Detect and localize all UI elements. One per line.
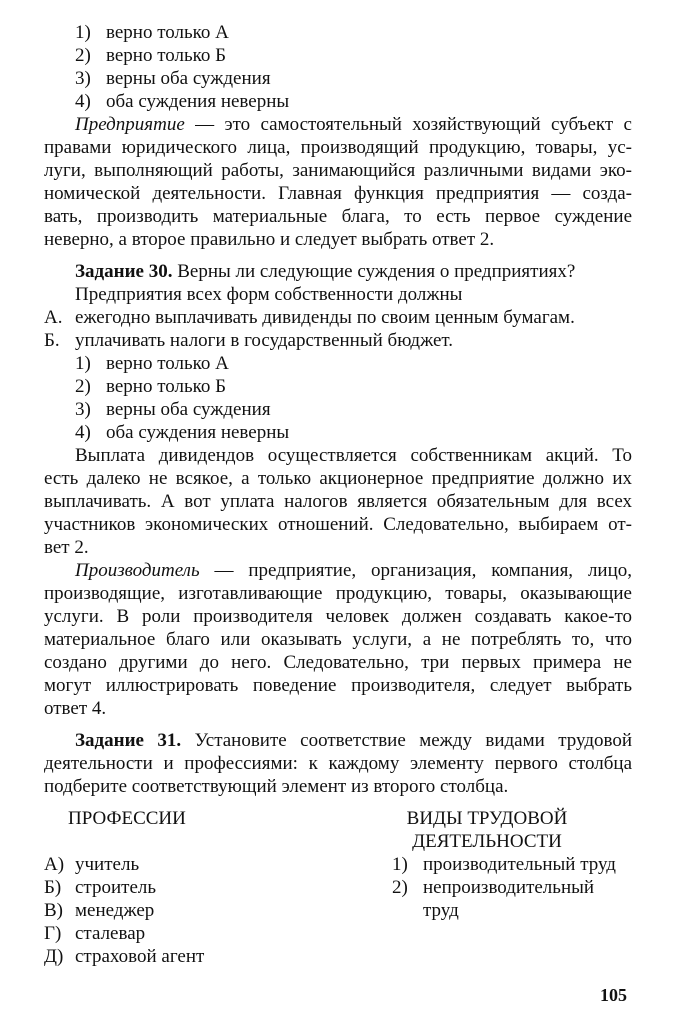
list-item: 2) непроизводительный [392,877,595,898]
term: Производитель [75,560,200,581]
statement-b: Б. уплачивать налоги в государственный бюджет. [44,330,454,351]
task-30: Задание 30. Верны ли следующие суждения о предприятиях? Предприятия всех форм собственности должны А. ежегодно выплачивать дивиденды по своим ценным бумагам. Б. уплачивать налоги в государственный бюджет. 1) верно только А 2) верно только Б 3) верны оба суждения 4) оба суждения неверны Выплата дивидендов осуществляется собственникам акций. То есть далеко не всякое, а только акционерное предприятие должно их выплачивать. А вот уплата налогов является обязательным для всех участников экономических отношений. Следовательно, выбираем от- вет 2. [44,261,632,558]
column-header: ПРОФЕССИИ [68,808,186,829]
matching-table [44,807,632,967]
list-item: Б) строитель [44,877,157,898]
task-label: Задание 31. [75,730,182,751]
explanation-producer: Производитель — предприятие, организация, компания, лицо, производящие, изготавливающие продукцию, товары, оказывающие услуги. В роли производителя человек должен создавать какое-то материальное благо или оказывать услуги, а не потреблять то, что создано другими до него. Следовательно, три первых примера не могут иллюстрировать поведение производителя, следует выбрать ответ 4. [44,560,633,719]
option-3: 3) верны оба суждения [75,68,271,89]
column-header: ВИДЫ ТРУДОВОЙ [406,808,568,829]
professions-column [44,807,344,968]
option-1: 1) верно только А [75,22,229,43]
labor-types-column: ВИДЫ ТРУДОВОЙ ДЕЯТЕЛЬНОСТИ 1) производительный труд 2) непроизводительный труд [392,807,652,922]
statement-a: А. ежегодно выплачивать дивиденды по своим ценным бумагам. [44,307,575,328]
page-number: 105 [600,985,627,1005]
option-2: 2) верно только Б [75,45,227,66]
list-item: Д) страховой агент [44,946,205,967]
column-header: ДЕЯТЕЛЬНОСТИ [412,831,562,852]
list-item: В) менеджер [44,900,155,921]
task-label: Задание 30. [75,261,173,282]
term: Предприятие [75,114,185,135]
list-item: Г) сталевар [44,923,146,944]
option-1: 1) верно только А [75,353,229,374]
option-3: 3) верны оба суждения [75,399,271,420]
document-page [44,21,633,967]
list-item: А) учитель [44,854,140,875]
list-item: 1) производительный труд [392,854,616,875]
option-4: 4) оба суждения неверны [75,91,290,112]
option-2: 2) верно только Б [75,376,227,397]
option-4: 4) оба суждения неверны [75,422,290,443]
task-31: Задание 31. Установите соответствие между видами трудовой деятельности и профессиями: к каждому элементу первого столбца подберите соответствующий элемент из второго столбца. ПРОФЕССИИ А) учитель Б) строитель В) менеджер Г) сталевар Д) страховой агент ВИДЫ ТРУДОВОЙ ДЕЯТЕЛЬНОСТИ 1) производительный труд 2) непроизводительный труд [44,729,632,957]
explanation-enterprise: Предприятие — это самостоятельный хозяйствующий субъект с правами юридического лица, производящий продукцию, товары, ус- луги, выполняющий работы, занимающийся различными видами эко- номической деятельности. Главная функция предприятия — созда- вать, производить материальные блага, то есть первое суждение неверно, а второе правильно и следует выбрать ответ 2. [44,114,632,250]
